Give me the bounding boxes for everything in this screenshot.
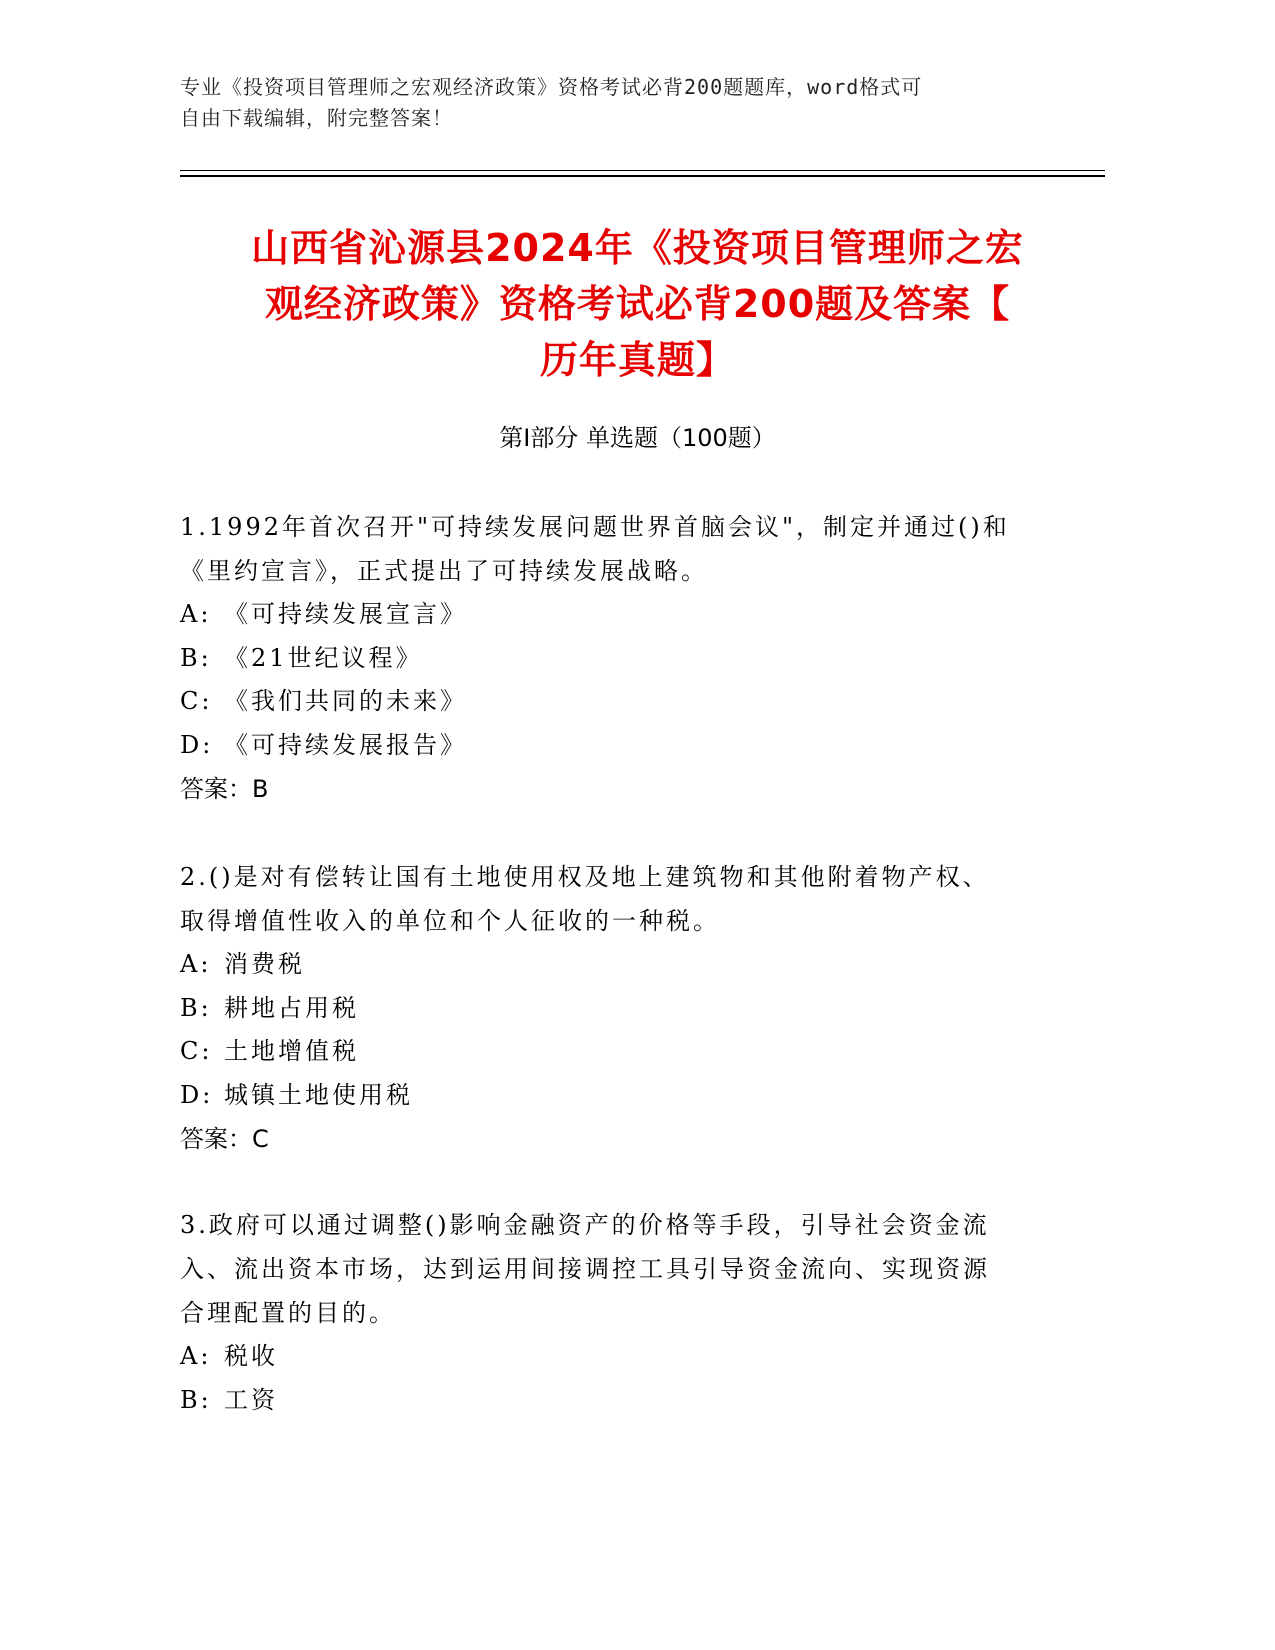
option-text: 税收 bbox=[224, 1342, 278, 1370]
header-divider-thick bbox=[180, 175, 1105, 177]
option-text: 消费税 bbox=[224, 950, 305, 978]
question-line: 入、流出资本市场，达到运用间接调控工具引导资金流向、实现资源 bbox=[180, 1255, 990, 1283]
option-letter: B: bbox=[180, 993, 212, 1022]
option-text: 土地增值税 bbox=[224, 1037, 359, 1065]
document-title bbox=[150, 220, 1125, 388]
option-text: 《21世纪议程》 bbox=[224, 643, 423, 672]
answer-text: 答案：C bbox=[180, 1125, 269, 1153]
option-d bbox=[180, 1074, 1040, 1118]
header-divider-thin bbox=[180, 170, 1105, 171]
answer-text: 答案：B bbox=[180, 775, 269, 803]
option-b bbox=[180, 1379, 1040, 1423]
option-a bbox=[180, 943, 1040, 987]
question-block bbox=[180, 1203, 1040, 1422]
option-letter: D: bbox=[180, 1080, 214, 1109]
question-text bbox=[180, 505, 1040, 593]
question-line: 1.1992年首次召开"可持续发展问题世界首脑会议"，制定并通过()和 bbox=[180, 513, 1010, 541]
question-line: 合理配置的目的。 bbox=[180, 1299, 396, 1327]
option-letter: D: bbox=[180, 730, 214, 759]
title-line: 历年真题】 bbox=[539, 338, 735, 382]
option-letter: A: bbox=[180, 1342, 212, 1370]
question-line: 2.()是对有偿转让国有土地使用权及地上建筑物和其他附着物产权、 bbox=[180, 863, 990, 891]
option-text: 工资 bbox=[224, 1385, 278, 1414]
option-letter: B: bbox=[180, 1385, 212, 1414]
question-text bbox=[180, 1203, 1040, 1335]
question-line: 3.政府可以通过调整()影响金融资产的价格等手段，引导社会资金流 bbox=[180, 1211, 990, 1239]
option-letter: A: bbox=[180, 600, 212, 628]
option-text: 《可持续发展报告》 bbox=[224, 730, 467, 759]
question-block bbox=[180, 505, 1040, 811]
title-line: 山西省沁源县2024年《投资项目管理师之宏 bbox=[251, 226, 1024, 270]
question-block bbox=[180, 855, 1040, 1161]
intro-line: 专业《投资项目管理师之宏观经济政策》资格考试必背200题题库，word格式可 bbox=[180, 75, 923, 99]
option-text: 城镇土地使用税 bbox=[224, 1080, 413, 1109]
option-c bbox=[180, 680, 1040, 724]
option-text: 耕地占用税 bbox=[224, 993, 359, 1022]
question-text bbox=[180, 855, 1040, 943]
question-line: 取得增值性收入的单位和个人征收的一种税。 bbox=[180, 907, 720, 935]
intro-line: 自由下载编辑，附完整答案！ bbox=[180, 106, 453, 130]
title-line: 观经济政策》资格考试必背200题及答案【 bbox=[264, 282, 1011, 326]
option-b bbox=[180, 637, 1040, 681]
option-d bbox=[180, 724, 1040, 768]
option-text: 《我们共同的未来》 bbox=[224, 687, 467, 715]
option-letter: A: bbox=[180, 950, 212, 978]
option-a bbox=[180, 593, 1040, 637]
intro-text bbox=[180, 72, 1040, 134]
option-letter: B: bbox=[180, 643, 212, 672]
option-b bbox=[180, 987, 1040, 1031]
option-a bbox=[180, 1335, 1040, 1379]
option-text: 《可持续发展宣言》 bbox=[224, 600, 467, 628]
section-heading: 第Ⅰ部分 单选题（100题） bbox=[499, 424, 776, 452]
option-c bbox=[180, 1030, 1040, 1074]
question-line: 《里约宣言》，正式提出了可持续发展战略。 bbox=[180, 557, 708, 585]
option-letter: C: bbox=[180, 687, 213, 715]
option-letter: C: bbox=[180, 1037, 213, 1065]
